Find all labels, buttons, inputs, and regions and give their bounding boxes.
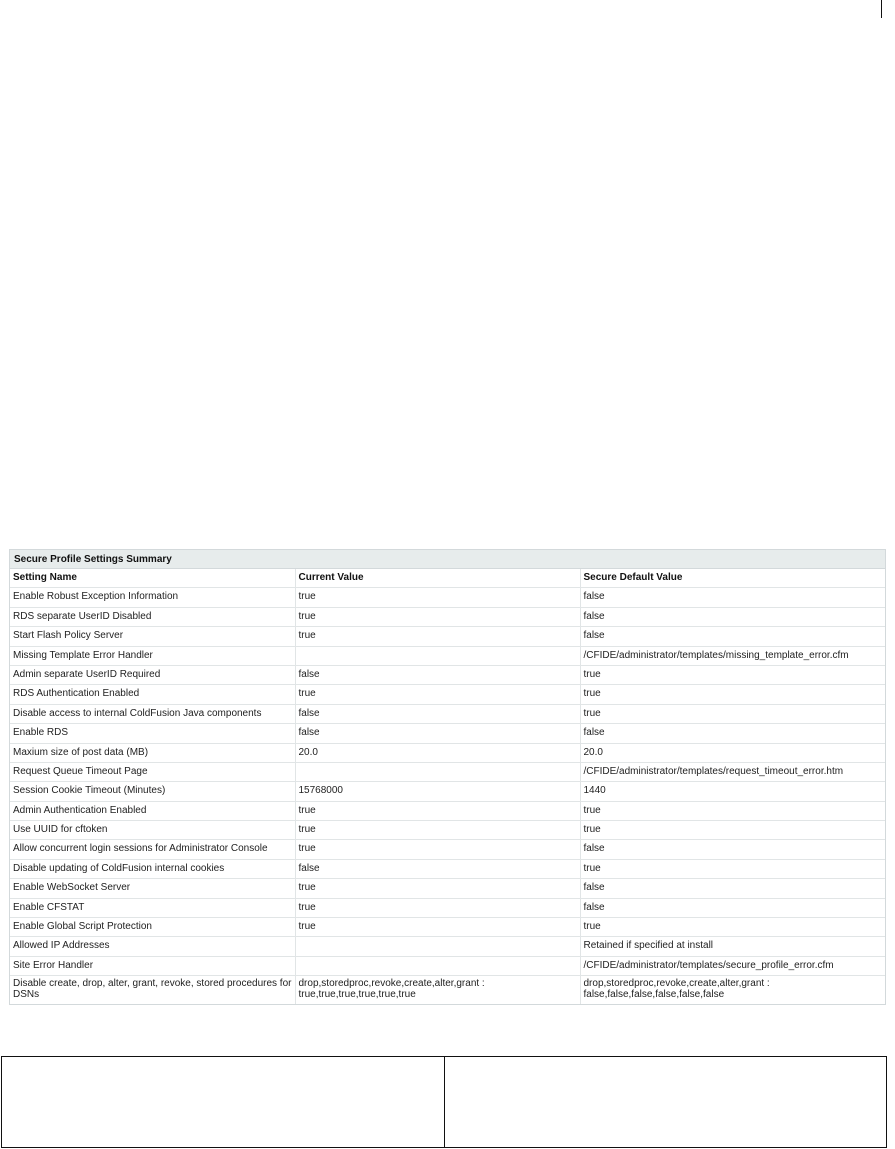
cell-setting-name: Enable Global Script Protection	[10, 918, 295, 937]
cell-secure-default-value: false	[580, 879, 885, 898]
table-row	[10, 821, 885, 840]
column-header-secure-default-value: Secure Default Value	[580, 569, 885, 588]
cell-secure-default-value: true	[580, 801, 885, 820]
footer-cell-right	[445, 1057, 886, 1147]
cell-setting-name: Enable Robust Exception Information	[10, 588, 295, 607]
table-row	[10, 685, 885, 704]
cell-setting-name: Admin separate UserID Required	[10, 665, 295, 684]
cell-secure-default-value: false	[580, 840, 885, 859]
cell-current-value: true	[295, 685, 580, 704]
secure-profile-summary-panel	[9, 549, 886, 1005]
cell-current-value: false	[295, 704, 580, 723]
cell-setting-name: RDS Authentication Enabled	[10, 685, 295, 704]
column-header-setting-name: Setting Name	[10, 569, 295, 588]
cell-current-value: false	[295, 859, 580, 878]
cell-secure-default-value: false	[580, 724, 885, 743]
cell-secure-default-value: 20.0	[580, 743, 885, 762]
table-row	[10, 704, 885, 723]
cell-setting-name: Request Queue Timeout Page	[10, 762, 295, 781]
table-row	[10, 724, 885, 743]
summary-title: Secure Profile Settings Summary	[10, 550, 885, 569]
cell-secure-default-value: true	[580, 918, 885, 937]
cell-setting-name: Maxium size of post data (MB)	[10, 743, 295, 762]
table-row	[10, 898, 885, 917]
cell-setting-name: Enable RDS	[10, 724, 295, 743]
cell-setting-name: RDS separate UserID Disabled	[10, 607, 295, 626]
cell-secure-default-value: Retained if specified at install	[580, 937, 885, 956]
cell-current-value: true	[295, 801, 580, 820]
cell-current-value	[295, 762, 580, 781]
settings-table-body	[10, 588, 885, 1004]
cell-current-value: 15768000	[295, 782, 580, 801]
table-row	[10, 762, 885, 781]
table-header-row	[10, 569, 885, 588]
cell-current-value: drop,storedproc,revoke,create,alter,grant : true,true,true,true,true,true	[295, 976, 580, 1005]
table-row	[10, 588, 885, 607]
cell-secure-default-value: 1440	[580, 782, 885, 801]
page-edge-mark	[881, 0, 882, 18]
cell-current-value: true	[295, 588, 580, 607]
cell-setting-name: Site Error Handler	[10, 956, 295, 975]
cell-current-value	[295, 646, 580, 665]
cell-setting-name: Enable CFSTAT	[10, 898, 295, 917]
cell-current-value	[295, 956, 580, 975]
column-header-current-value: Current Value	[295, 569, 580, 588]
table-row	[10, 976, 885, 1005]
table-row	[10, 801, 885, 820]
table-row	[10, 859, 885, 878]
cell-current-value: true	[295, 627, 580, 646]
footer-box	[1, 1056, 887, 1148]
table-row	[10, 956, 885, 975]
table-row	[10, 627, 885, 646]
table-row	[10, 743, 885, 762]
cell-current-value: true	[295, 821, 580, 840]
cell-current-value: true	[295, 840, 580, 859]
cell-current-value: true	[295, 898, 580, 917]
settings-table	[10, 569, 885, 1004]
cell-secure-default-value: /CFIDE/administrator/templates/request_timeout_error.htm	[580, 762, 885, 781]
cell-setting-name: Allow concurrent login sessions for Administrator Console	[10, 840, 295, 859]
cell-setting-name: Admin Authentication Enabled	[10, 801, 295, 820]
cell-setting-name: Allowed IP Addresses	[10, 937, 295, 956]
cell-current-value: true	[295, 918, 580, 937]
cell-current-value	[295, 937, 580, 956]
table-row	[10, 665, 885, 684]
table-row	[10, 782, 885, 801]
cell-current-value: true	[295, 879, 580, 898]
cell-secure-default-value: /CFIDE/administrator/templates/secure_profile_error.cfm	[580, 956, 885, 975]
cell-secure-default-value: true	[580, 665, 885, 684]
cell-current-value: true	[295, 607, 580, 626]
cell-current-value: 20.0	[295, 743, 580, 762]
table-row	[10, 879, 885, 898]
cell-setting-name: Missing Template Error Handler	[10, 646, 295, 665]
cell-secure-default-value: true	[580, 704, 885, 723]
cell-setting-name: Disable updating of ColdFusion internal cookies	[10, 859, 295, 878]
cell-current-value: false	[295, 665, 580, 684]
cell-setting-name: Use UUID for cftoken	[10, 821, 295, 840]
cell-secure-default-value: true	[580, 859, 885, 878]
table-row	[10, 840, 885, 859]
cell-secure-default-value: /CFIDE/administrator/templates/missing_template_error.cfm	[580, 646, 885, 665]
cell-secure-default-value: drop,storedproc,revoke,create,alter,grant : false,false,false,false,false,false	[580, 976, 885, 1005]
cell-secure-default-value: false	[580, 898, 885, 917]
cell-setting-name: Enable WebSocket Server	[10, 879, 295, 898]
cell-current-value: false	[295, 724, 580, 743]
table-row	[10, 607, 885, 626]
footer-cell-left	[2, 1057, 445, 1147]
cell-secure-default-value: true	[580, 821, 885, 840]
cell-secure-default-value: false	[580, 607, 885, 626]
cell-setting-name: Start Flash Policy Server	[10, 627, 295, 646]
cell-secure-default-value: false	[580, 627, 885, 646]
cell-secure-default-value: false	[580, 588, 885, 607]
cell-secure-default-value: true	[580, 685, 885, 704]
table-row	[10, 918, 885, 937]
cell-setting-name: Session Cookie Timeout (Minutes)	[10, 782, 295, 801]
cell-setting-name: Disable create, drop, alter, grant, revoke, stored procedures for DSNs	[10, 976, 295, 1005]
cell-setting-name: Disable access to internal ColdFusion Java components	[10, 704, 295, 723]
table-row	[10, 646, 885, 665]
table-row	[10, 937, 885, 956]
